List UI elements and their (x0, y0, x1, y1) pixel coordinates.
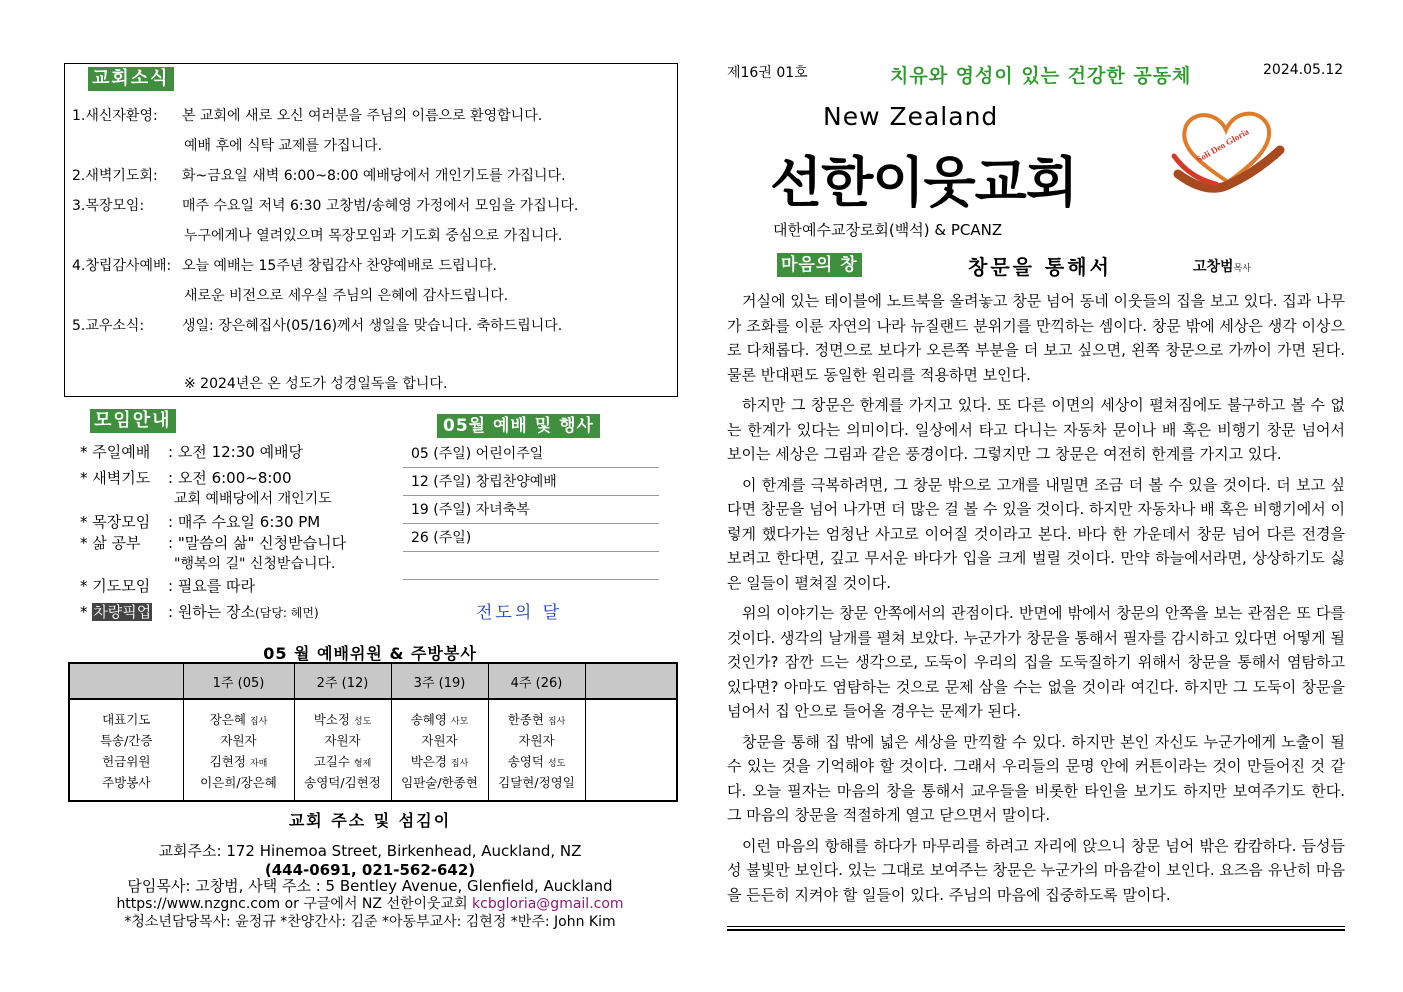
event-item (403, 552, 659, 580)
author-title: 목사 (1233, 264, 1251, 274)
column-paragraph: 하지만 그 창문은 한계를 가지고 있다. 또 다른 이면의 세상이 펼쳐짐에도 불구하고 볼 수 없는 한계가 있다는 의미이다. 일상에서 타고 다니는 자동차 문이나 배 혹은 비행기 창문 넘어서 보이는 세상은 그림과 같은 풍경이다. 그렇지만 그 창문은 여전히 한계를 가지고 있다. (727, 396, 1345, 463)
person-title: 집사 (450, 758, 469, 769)
table-row (70, 771, 676, 800)
person-name: 송영덕 (507, 753, 544, 769)
person-name: 김현정 (209, 753, 246, 769)
news-item-text: 본 교회에 새로 오신 여러분을 주님의 이름으로 환영합니다. (182, 108, 543, 124)
table-cell (183, 771, 294, 800)
meeting-label: * 새벽기도 (80, 469, 151, 487)
table-row (70, 699, 676, 729)
table-cell (585, 750, 676, 771)
table-cell (391, 750, 488, 771)
table-cell (183, 750, 294, 771)
column-header: 3주 (19) (391, 664, 488, 699)
website-text: https://www.nzgnc.com or 구글에서 NZ 선한이웃교회 (116, 896, 473, 912)
table-cell (294, 729, 391, 750)
table-cell (488, 699, 585, 729)
news-item-label: 4.창립감사예배: (72, 258, 172, 274)
column-header (70, 664, 183, 699)
person-title: 성도 (547, 758, 566, 769)
column-header: 2주 (12) (294, 664, 391, 699)
denomination: 대한예수교장로회(백석) & PCANZ (773, 221, 1003, 239)
meeting-item (80, 512, 320, 532)
address-title: 교회 주소 및 섬김이 (288, 811, 452, 830)
table-cell (391, 729, 488, 750)
meeting-label: * 기도모임 (80, 577, 151, 595)
table-cell (488, 729, 585, 750)
evangelism-month-label: 전도의 달 (476, 603, 563, 623)
meeting-value: : 필요를 따라 (168, 577, 256, 595)
news-item-text: 화~금요일 새벽 6:00~8:00 예배당에서 개인기도를 가집니다. (182, 168, 566, 184)
table-cell (294, 750, 391, 771)
church-news-title: 교회소식 (88, 67, 174, 91)
email-link[interactable]: kcbgloria@gmail.com (472, 896, 624, 912)
person-title: 집사 (249, 716, 268, 727)
news-item-label: 2.새벽기도회: (72, 168, 158, 184)
table-cell (391, 699, 488, 729)
table-cell (294, 771, 391, 800)
worship-table-heading: 05 월 예배위원 & 주방봉사 (263, 644, 477, 663)
person-name: 박소정 (313, 711, 350, 727)
person-name: 임판술/한종현 (401, 774, 478, 790)
website-line (0, 895, 740, 913)
table-cell (585, 771, 676, 800)
column-author (1193, 256, 1251, 276)
news-item-text: 생일: 장은혜집사(05/16)께서 생일을 맞습니다. 축하드립니다. (182, 318, 563, 334)
column-paragraph: 창문을 통해 집 밖에 넓은 세상을 만끽할 수 있다. 하지만 본인 자신도 누군가에게 노출이 될 수 있는 것을 기억해야 할 것이다. 그래서 우리들의 문명 안에 커튼이라는 것이 만들어진 것 같다. 오늘 필자는 마음의 창을 통해서 교우들을 비롯한 타인을 보기도 하지만 보여주기도 한다. 그 마음의 창문을 적절하게 열고 닫으면서 말이다. (727, 732, 1345, 824)
bottom-rule (727, 926, 1345, 927)
table-row (70, 729, 676, 750)
author-name: 고창범 (1193, 259, 1234, 275)
table-cell (294, 699, 391, 729)
logo-text: Soli Deo Gloria (1194, 126, 1251, 165)
news-item-5 (72, 317, 562, 335)
news-item-text: 오늘 예배는 15주년 창립감사 찬양예배로 드립니다. (182, 258, 497, 274)
person-title: 자매 (249, 758, 268, 769)
column-title: 창문을 통해서 (968, 255, 1112, 279)
person-name: 장은혜 (209, 711, 246, 727)
event-item: 05 (주일) 어린이주일 (403, 440, 659, 468)
news-item-label: 5.교우소식: (72, 318, 145, 334)
news-item-1 (72, 107, 542, 125)
person-name: 송혜영 (410, 711, 447, 727)
column-header: 4주 (26) (488, 664, 585, 699)
event-item: 12 (주일) 창립찬양예배 (403, 468, 659, 496)
role-cell: 주방봉사 (102, 774, 151, 790)
meeting-label (80, 602, 168, 622)
news-item-3 (72, 197, 578, 215)
news-item-text: 누구에게나 열려있으며 목장모임과 기도회 중심으로 가집니다. (184, 228, 563, 244)
bottom-rule (727, 929, 1345, 931)
role-cell: 특송/간증 (99, 732, 153, 748)
meeting-item (80, 533, 346, 553)
meeting-item (80, 468, 292, 488)
role-cell: 헌금위원 (102, 753, 151, 769)
person-title: 형제 (353, 758, 372, 769)
person-name: 자원자 (220, 732, 257, 748)
news-item-label: 1.새신자환영: (72, 108, 158, 124)
person-title: 성도 (353, 716, 372, 727)
may-events-list (403, 440, 659, 580)
meeting-item (80, 602, 319, 623)
meeting-value: : 원하는 장소 (168, 603, 256, 621)
meeting-label-prefix: * (80, 603, 93, 621)
church-slogan: 치유와 영성이 있는 건강한 공동체 (890, 65, 1192, 87)
news-item-text: 매주 수요일 저녁 6:30 고창범/송혜영 가정에서 모임을 가집니다. (182, 198, 579, 214)
news-item-2 (72, 167, 566, 185)
staff-line: *청소년담당목사: 윤정규 *찬양간사: 김준 *아동부교사: 김현정 *반주: John Kim (124, 914, 616, 930)
column-paragraph: 거실에 있는 테이블에 노트북을 올려놓고 창문 넘어 동네 이웃들의 집을 보고 있다. 집과 나무가 조화를 이룬 자연의 나라 뉴질랜드 분위기를 만끽하는 셈이다. 창문 밖에 세상은 생각 이상으로 다채롭다. 정면으로 보다가 오른쪽 부분을 더 보고 싶으면, 왼쪽 창문으로 가까이 가면 된다. 물론 반대편도 동일한 원리를 적용하면 보인다. (727, 292, 1345, 384)
event-item: 19 (주일) 자녀축복 (403, 496, 659, 524)
news-note: ※ 2024년은 온 성도가 성경일독을 합니다. (184, 376, 448, 392)
table-cell (488, 750, 585, 771)
meeting-label: * 주일예배 (80, 443, 151, 461)
person-name: 자원자 (518, 732, 555, 748)
may-events-title: 05월 예배 및 행사 (437, 414, 600, 438)
column-label: 마음의 창 (777, 253, 862, 277)
person-title: 집사 (547, 716, 566, 727)
column-header (585, 664, 676, 699)
column-paragraph: 이 한계를 극복하려면, 그 창문 밖으로 고개를 내밀면 조금 더 볼 수 있을 것이다. 더 보고 싶다면 창문을 넘어 나가면 더 많은 걸 볼 수 있을 것이다. 하지만 자동차나 배 혹은 비행기에서 이렇게 했다가는 엄청난 사고로 이어질 것이라고 본다. 바다 한 가운데서 창문 넘어 다른 전경을 보려고 한다면, 깊고 무서운 바다가 입을 크게 벌릴 것이다. 만약 하늘에서라면, 상상하기도 싫은 일들이 펼쳐질 것이다. (727, 475, 1345, 592)
church-address: 교회주소: 172 Hinemoa Street, Birkenhead, Auckland, NZ (158, 842, 582, 860)
meeting-value: : 매주 수요일 6:30 PM (168, 513, 321, 531)
table-cell (183, 699, 294, 729)
column-header: 1주 (05) (183, 664, 294, 699)
news-item-label: 3.목장모임: (72, 198, 145, 214)
meeting-label: * 삶 공부 (80, 534, 141, 552)
meeting-value-note: (담당: 헤먼) (255, 606, 319, 620)
event-item: 26 (주일) (403, 524, 659, 552)
worship-committee-table (68, 662, 678, 802)
person-name: 고길수 (313, 753, 350, 769)
heart-hands-logo-icon (1168, 104, 1288, 194)
meeting-value: : "말씀의 삶" 신청받습니다 (168, 534, 347, 552)
table-cell (488, 771, 585, 800)
column-paragraph: 이런 마음의 항해를 하다가 마무리를 하려고 자리에 앉으니 창문 넘어 밖은 캄캄하다. 듬성듬성 불빛만 보인다. 있는 그대로 보여주는 창문은 누군가의 마음같이 보인다. 요즈음 유난히 마음을 든든히 지켜야 할 일들이 있다. 주님의 마음에 집중하도록 말이다. (727, 836, 1345, 904)
meeting-guide-title: 모임안내 (90, 409, 176, 433)
church-name: 선한이웃교회 (770, 151, 1077, 214)
meeting-subvalue: "행복의 길" 신청받습니다. (174, 556, 336, 572)
meeting-item (80, 576, 255, 596)
person-name: 자원자 (324, 732, 361, 748)
person-name: 송영덕/김현정 (304, 774, 381, 790)
vehicle-pickup-label: 차량픽업 (93, 603, 152, 621)
table-header-row (70, 664, 676, 699)
role-cell: 대표기도 (102, 711, 151, 727)
table-cell (585, 699, 676, 729)
person-name: 이은희/장은혜 (200, 774, 277, 790)
column-body (727, 289, 1345, 913)
table-cell (391, 771, 488, 800)
news-item-text: 예배 후에 식탁 교제를 가집니다. (184, 138, 383, 154)
pastor-address: 담임목사: 고창범, 사택 주소 : 5 Bentley Avenue, Glenfield, Auckland (127, 877, 613, 895)
meeting-subvalue: 교회 예배당에서 개인기도 (174, 491, 332, 507)
meeting-value: : 오전 12:30 예배당 (168, 443, 304, 461)
person-name: 한종현 (507, 711, 544, 727)
meeting-value: : 오전 6:00~8:00 (168, 469, 292, 487)
issue-number: 제16권 01호 (727, 65, 808, 81)
table-cell (183, 729, 294, 750)
person-name: 김달현/정영일 (498, 774, 575, 790)
church-logo (1168, 104, 1288, 198)
table-row (70, 750, 676, 771)
phone-numbers: (444-0691, 021-562-642) (264, 861, 476, 879)
news-item-text: 새로운 비전으로 세우실 주님의 은혜에 감사드립니다. (184, 288, 509, 304)
column-paragraph: 위의 이야기는 창문 안쪽에서의 관점이다. 반면에 밖에서 창문의 안쪽을 보는 관점은 또 다를 것이다. 생각의 날개를 펼쳐 보았다. 누군가가 창문을 통해서 필자를 감시하고 있다면 어떻게 될 것인가? 잠깐 드는 생각으로, 도둑이 우리의 집을 도둑질하기 위해서 창문을 통해서 염탐하고 있다면? 아마도 염탐하는 것으로 문제 삼을 수는 없을 것이라 여긴다. 하지만 그 도둑이 창문을 넘어서 집 안으로 들어올 경우는 문제가 된다. (727, 604, 1345, 720)
bulletin-date: 2024.05.12 (1263, 62, 1344, 78)
table-cell (585, 729, 676, 750)
person-title: 사모 (450, 716, 469, 727)
person-name: 자원자 (421, 732, 458, 748)
news-item-4 (72, 257, 497, 275)
country-subtitle: New Zealand (823, 102, 999, 131)
meeting-label: * 목장모임 (80, 513, 151, 531)
person-name: 박은경 (410, 753, 447, 769)
meeting-item (80, 442, 303, 462)
